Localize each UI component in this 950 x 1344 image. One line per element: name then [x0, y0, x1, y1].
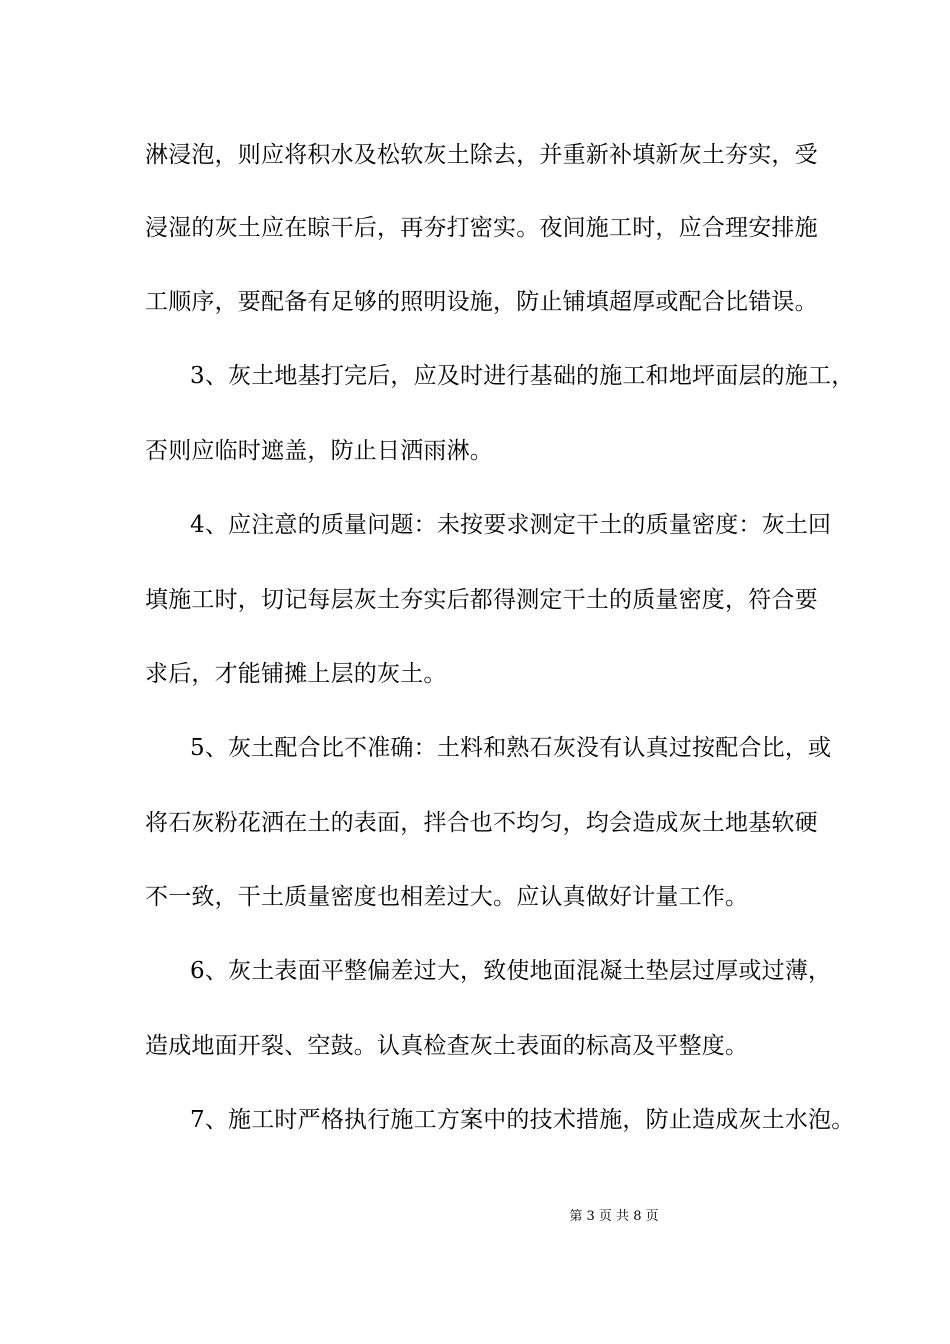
paragraph-5-line-1: 5、灰土配合比不准确：土料和熟石灰没有认真过按配合比，或 [190, 735, 832, 761]
paragraph-6-line-2: 造成地面开裂、空鼓。认真检查灰土表面的标高及平整度。 [145, 1033, 749, 1059]
paragraph-5-line-2: 将石灰粉花洒在土的表面，拌合也不均匀，均会造成灰土地基软硬 [145, 810, 818, 836]
text-line-2: 浸湿的灰土应在晾干后，再夯打密实。夜间施工时，应合理安排施 [145, 215, 818, 241]
paragraph-6-line-1: 6、灰土表面平整偏差过大，致使地面混凝土垫层过厚或过薄， [190, 958, 832, 984]
page-number-footer: 第 3 页 共 8 页 [569, 1209, 659, 1224]
paragraph-4-line-2: 填施工时，切记每层灰土夯实后都得测定干土的质量密度，符合要 [145, 587, 818, 613]
text-line-1: 淋浸泡，则应将积水及松软灰土除去，并重新补填新灰土夯实，受 [145, 142, 818, 168]
text-line-3: 工顺序，要配备有足够的照明设施，防止铺填超厚或配合比错误。 [145, 289, 818, 315]
paragraph-5-line-3: 不一致，干土质量密度也相差过大。应认真做好计量工作。 [145, 884, 749, 910]
paragraph-4-line-1: 4、应注意的质量问题：未按要求测定干土的质量密度：灰土回 [190, 512, 832, 538]
paragraph-3-line-1: 3、灰土地基打完后，应及时进行基础的施工和地坪面层的施工， [190, 363, 855, 389]
paragraph-3-line-2: 否则应临时遮盖，防止日洒雨淋。 [145, 438, 493, 464]
paragraph-4-line-3: 求后，才能铺摊上层的灰土。 [145, 661, 447, 687]
paragraph-7-line-1: 7、施工时严格执行施工方案中的技术措施，防止造成灰土水泡。 [190, 1107, 855, 1133]
